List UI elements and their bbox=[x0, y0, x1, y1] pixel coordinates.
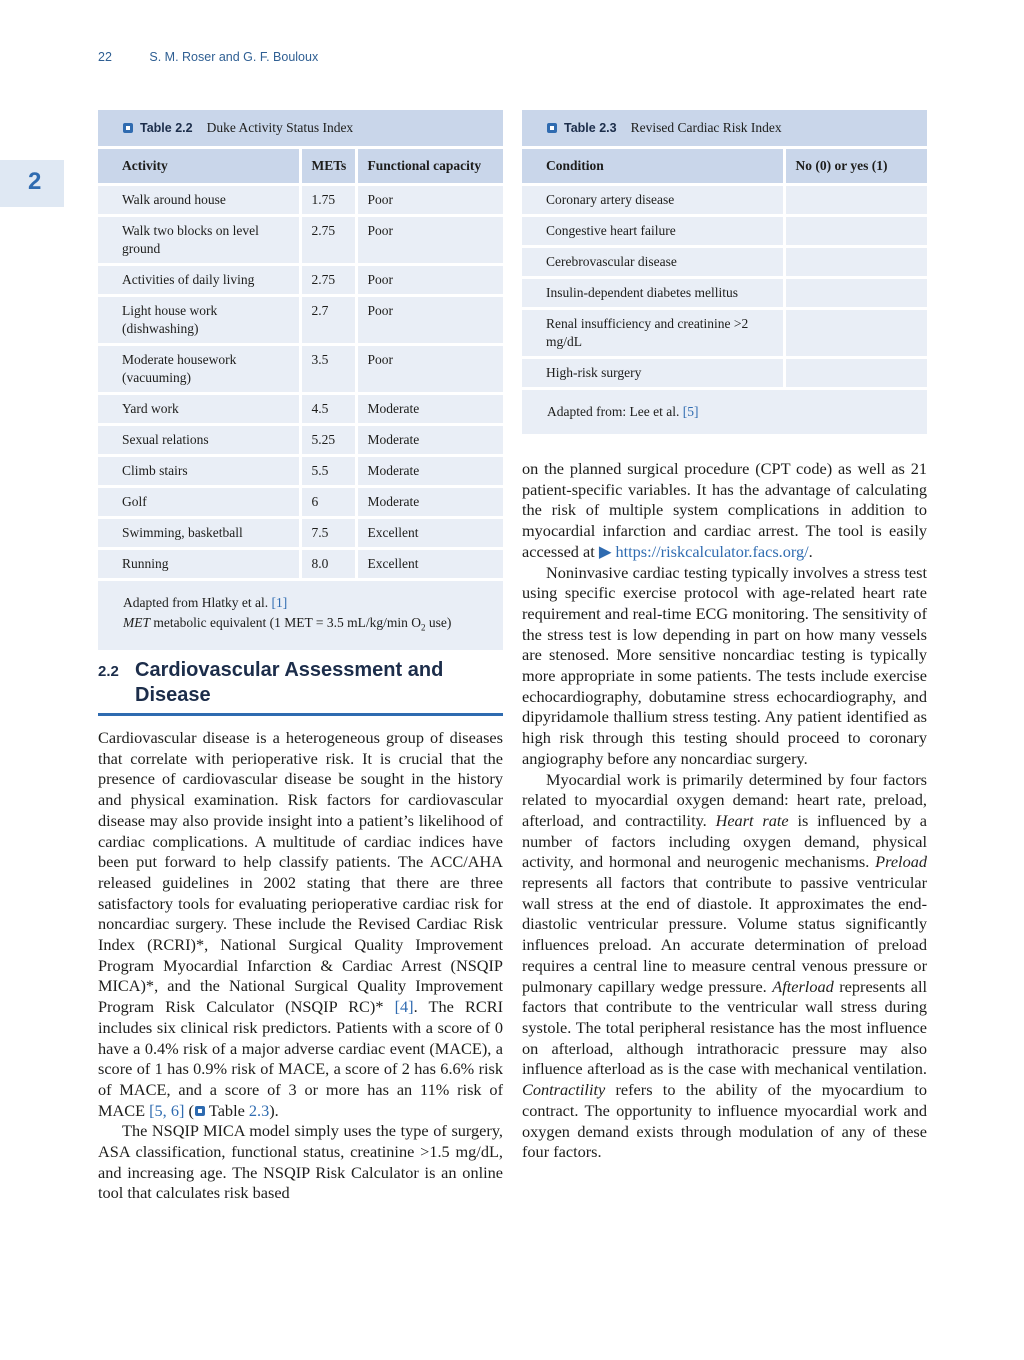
column-header: Activity bbox=[98, 148, 300, 185]
table-cell: Moderate bbox=[356, 394, 503, 425]
table-2-2-caption bbox=[98, 110, 503, 146]
column-header: No (0) or yes (1) bbox=[784, 148, 927, 185]
section-title: Cardiovascular Assessment and Disease bbox=[135, 659, 444, 706]
table-cell: Excellent bbox=[356, 549, 503, 579]
table-cell: 4.5 bbox=[300, 394, 356, 425]
table-row bbox=[98, 265, 503, 296]
table-row bbox=[522, 216, 927, 247]
table-header-row bbox=[98, 148, 503, 185]
page-number: 22 bbox=[98, 50, 112, 64]
table-2-3 bbox=[522, 110, 927, 434]
section-heading bbox=[98, 658, 503, 708]
external-link-icon: ▶ bbox=[598, 541, 616, 561]
table-cell: 3.5 bbox=[300, 345, 356, 394]
table-2-3-footnote: Adapted from: Lee et al. [5] bbox=[522, 387, 927, 434]
table-cell: Climb stairs bbox=[98, 456, 300, 487]
column-header: Functional capacity bbox=[356, 148, 503, 185]
running-head-authors: S. M. Roser and G. F. Bouloux bbox=[149, 50, 319, 64]
table-cell: High-risk surgery bbox=[522, 358, 784, 388]
table-row bbox=[98, 296, 503, 345]
table-cell: Insulin-dependent diabetes mellitus bbox=[522, 278, 784, 309]
table-cell: Coronary artery disease bbox=[522, 185, 784, 216]
table-cell: 2.75 bbox=[300, 265, 356, 296]
table-cell bbox=[784, 247, 927, 278]
table-row bbox=[522, 185, 927, 216]
table-row bbox=[98, 487, 503, 518]
table-row bbox=[98, 518, 503, 549]
url-link[interactable]: https://riskcalculator.facs.org/ bbox=[615, 541, 809, 561]
right-column bbox=[522, 459, 927, 1163]
table-2-2-grid bbox=[98, 146, 503, 578]
table-cell: Swimming, basketball bbox=[98, 518, 300, 549]
table-row bbox=[98, 216, 503, 265]
source-note: Adapted from Hlatky et al. [1] bbox=[123, 595, 288, 610]
table-cell bbox=[784, 278, 927, 309]
column-header: METs bbox=[300, 148, 356, 185]
table-cell: Poor bbox=[356, 265, 503, 296]
running-head bbox=[98, 50, 318, 64]
table-cell: Yard work bbox=[98, 394, 300, 425]
chapter-number: 2 bbox=[28, 168, 42, 195]
table-cell: Cerebrovascular disease bbox=[522, 247, 784, 278]
table-row bbox=[98, 549, 503, 579]
table-row bbox=[98, 345, 503, 394]
table-cell: Congestive heart failure bbox=[522, 216, 784, 247]
table-link[interactable]: 2.3 bbox=[248, 1100, 270, 1120]
table-title: Revised Cardiac Risk Index bbox=[630, 120, 782, 135]
table-cell: 5.5 bbox=[300, 456, 356, 487]
chapter-tab bbox=[0, 160, 64, 207]
section-number: 2.2 bbox=[98, 663, 119, 680]
table-cell: Poor bbox=[356, 345, 503, 394]
citation-link[interactable]: [5] bbox=[682, 404, 699, 419]
table-cell: Activities of daily living bbox=[98, 265, 300, 296]
table-cell bbox=[784, 309, 927, 358]
table-cell: 6 bbox=[300, 487, 356, 518]
table-cell: 5.25 bbox=[300, 425, 356, 456]
paragraph: Cardiovascular disease is a heterogeneous group of diseases that correlate with perioperative risk. It is crucial that the presence of cardiovascular disease be sought in the history and physical examination. Risk factors for cardiovascular disease may also provide insight into a patient’s likelihood of cardiac complications. A multitude of cardiac indices have been put forward to help classify patients. The ACC/AHA released guidelines in 2002 stating that there are three satisfactory tools for evaluating perioperative cardiac risk for noncardiac surgery. These include the Revised Cardiac Risk Index (RCRI)*, National Surgical Quality Improvement Program Myocardial Infarction & Cardiac Arrest (NSQIP MICA)*, and the National Surgical Quality Improvement Program Risk Calculator (NSQIP RC)* [4]. The RCRI includes six clinical risk predictors. Patients with a score of 0 have a 0.4% risk of a major adverse cardiac event (MACE), a score of 1 has 0.9% risk of MACE, a score of 2 has 6.6% risk of MACE, and a score of 3 or more has an 11% risk of MACE [5, 6] ( Table 2.3). bbox=[98, 728, 503, 1120]
table-cell: Moderate bbox=[356, 487, 503, 518]
table-title: Duke Activity Status Index bbox=[206, 120, 354, 135]
table-cell: Poor bbox=[356, 296, 503, 345]
table-2-2-footnote bbox=[98, 578, 503, 650]
table-cell: Renal insufficiency and creatinine >2 mg/dL bbox=[522, 309, 784, 358]
table-cell: 2.75 bbox=[300, 216, 356, 265]
table-row bbox=[522, 278, 927, 309]
table-cell bbox=[784, 358, 927, 388]
table-cell: Moderate bbox=[356, 425, 503, 456]
table-cell: 2.7 bbox=[300, 296, 356, 345]
table-2-2 bbox=[98, 110, 503, 650]
table-cell: Moderate housework (vacuuming) bbox=[98, 345, 300, 394]
paragraph: The NSQIP MICA model simply uses the type of surgery, ASA classification, functional status, creatinine >1.5 mg/dL, and increasing age. The NSQIP Risk Calculator is an online tool that calculates risk based bbox=[98, 1121, 503, 1203]
table-row bbox=[98, 394, 503, 425]
citation-link[interactable]: [4] bbox=[394, 997, 414, 1017]
citation-link[interactable]: [1] bbox=[271, 595, 288, 610]
table-cell: Sexual relations bbox=[98, 425, 300, 456]
paragraph: on the planned surgical procedure (CPT code) as well as 21 patient-specific variables. It has the advantage of calculating the risk of multiple system complications in addition to myocardial infarction and cardiac arrest. The tool is easily accessed at ▶ https://riskcalculator.facs.org/. bbox=[522, 459, 927, 561]
table-cell: 1.75 bbox=[300, 185, 356, 216]
table-cell: Running bbox=[98, 549, 300, 579]
table-cell: Walk around house bbox=[98, 185, 300, 216]
table-row bbox=[522, 247, 927, 278]
paragraph: Myocardial work is primarily determined by four factors related to myocardial oxygen demand: heart rate, preload, afterload, and contractility. Heart rate is influenced by a number of factors including oxygen demand, physical activity, and hormonal and neurogenic mechanisms. Preload represents all factors that contribute to passive ventricular wall stress at the end of diastole. It approximates the end-diastolic ventricular pressure. Volume status significantly influences preload. An accurate determination of preload requires a central line to measure central venous pressure or pulmonary capillary wedge pressure. Afterload represents all factors that contribute to the ventricular wall stress during systole. The total peripheral resistance has the most influence on afterload, although intrathoracic pressure may also influence afterload as is the case with mechanical ventilation. Contractility refers to the ability of the myocardium to contract. The opportunity to influence myocardial work and oxygen demand exists through modulation of any of these four factors. bbox=[522, 769, 927, 1162]
table-cell: Poor bbox=[356, 185, 503, 216]
table-label: Table 2.2 bbox=[140, 121, 193, 135]
table-cell bbox=[784, 185, 927, 216]
table-cell: Excellent bbox=[356, 518, 503, 549]
table-row bbox=[98, 425, 503, 456]
table-cell: Poor bbox=[356, 216, 503, 265]
table-icon bbox=[195, 1106, 205, 1116]
table-header-row bbox=[522, 148, 927, 185]
section-rule bbox=[98, 713, 503, 716]
table-cell bbox=[784, 216, 927, 247]
column-header: Condition bbox=[522, 148, 784, 185]
table-cell: 8.0 bbox=[300, 549, 356, 579]
table-icon bbox=[547, 123, 557, 133]
table-row bbox=[98, 185, 503, 216]
abbreviation-note: MET metabolic equivalent (1 MET = 3.5 mL/kg/min $O_2$ use) bbox=[123, 615, 452, 633]
paragraph: Noninvasive cardiac testing typically involves a stress test using specific exercise protocol with age-related heart rate requirement and real-time ECG monitoring. The sensitivity of the stress test is low depending in part on how many vessels are stenosed. More sensitive noncardiac testing is typically more appropriate in some patients. The tests include exercise echocardiography, dobutamine stress echocardiography, and dipyridamole thallium stress testing. Any patient identified as high risk through this testing should proceed to coronary angiography before any noncardiac surgery. bbox=[522, 562, 927, 768]
table-cell: Light house work (dishwashing) bbox=[98, 296, 300, 345]
table-label: Table 2.3 bbox=[564, 121, 617, 135]
table-cell: Walk two blocks on level ground bbox=[98, 216, 300, 265]
table-2-3-grid bbox=[522, 146, 927, 387]
citation-link[interactable]: [5, 6] bbox=[149, 1100, 185, 1120]
table-row bbox=[522, 358, 927, 388]
table-row bbox=[98, 456, 503, 487]
table-cell: Golf bbox=[98, 487, 300, 518]
table-2-3-caption bbox=[522, 110, 927, 146]
left-column bbox=[98, 728, 503, 1204]
table-cell: Moderate bbox=[356, 456, 503, 487]
table-cell: 7.5 bbox=[300, 518, 356, 549]
table-icon bbox=[123, 123, 133, 133]
table-row bbox=[522, 309, 927, 358]
